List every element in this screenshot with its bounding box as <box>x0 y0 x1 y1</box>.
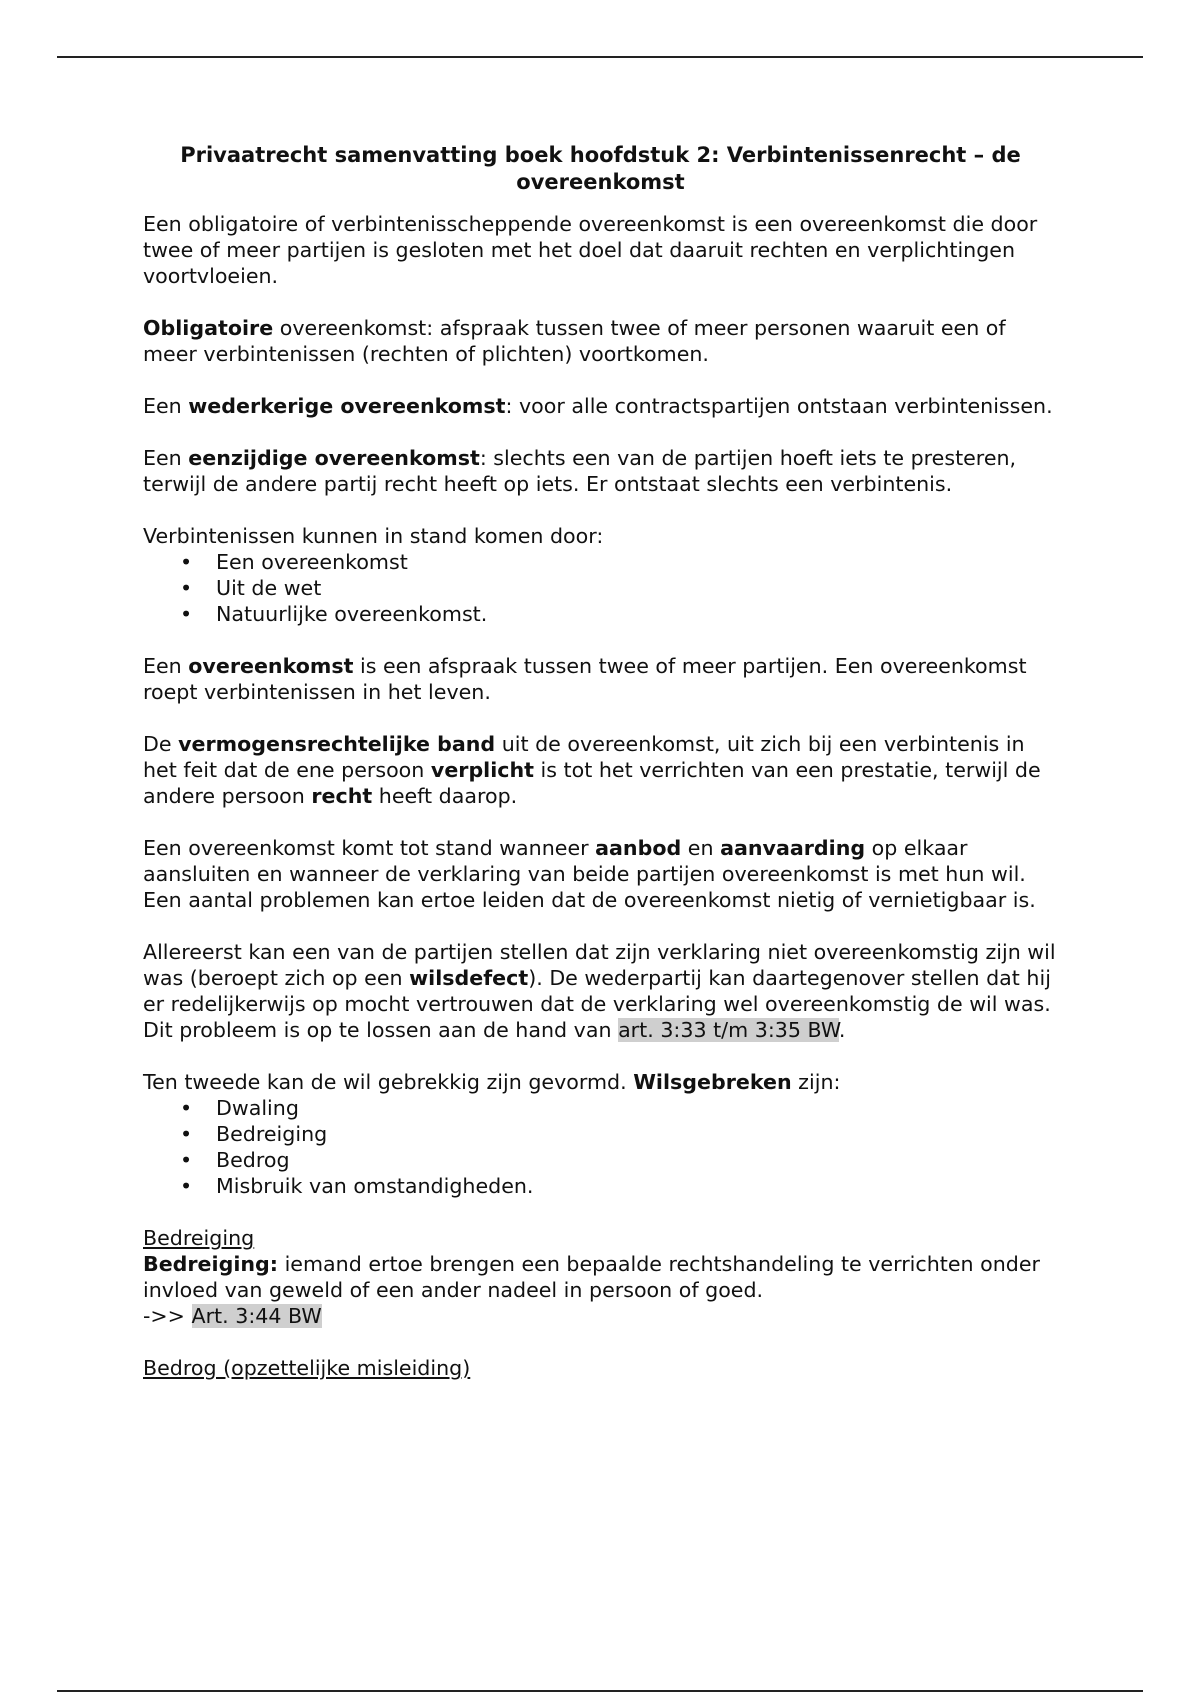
list-item: • Bedreiging <box>180 1122 328 1146</box>
list-wilsgebreken <box>143 1095 1058 1199</box>
paragraph-obligatoire: Obligatoire overeenkomst: afspraak tussen twee of meer personen waaruit een of meer verbintenissen (rechten of plichten) voortkomen. <box>143 316 1006 366</box>
bottom-divider <box>57 1690 1143 1692</box>
paragraph-eenzijdig: Een eenzijdige overeenkomst: slechts een van de partijen hoeft iets te presteren, terwijl de andere partij recht heeft op iets. Er ontstaat slechts een verbintenis. <box>143 446 1017 496</box>
bullet-icon: • <box>180 550 193 574</box>
section-heading-bedrog: Bedrog (opzettelijke misleiding) <box>143 1356 471 1380</box>
section-bedrog <box>143 1355 1058 1381</box>
list-item: • Uit de wet <box>180 576 322 600</box>
list-item: • Misbruik van omstandigheden. <box>180 1174 534 1198</box>
bullet-icon: • <box>180 1174 193 1198</box>
bullet-icon: • <box>180 1148 193 1172</box>
paragraph-vermogensrechtelijke-band: De vermogensrechtelijke band uit de overeenkomst, uit zich bij een verbintenis in het feit dat de ene persoon verplicht is tot het verrichten van een prestatie, terwijl de andere persoon recht heeft daarop. <box>143 732 1041 808</box>
document-body <box>143 142 1058 1381</box>
list-item: • Natuurlijke overeenkomst. <box>180 602 488 626</box>
arrow-marker: ->> <box>143 1304 192 1328</box>
list-item: • Een overeenkomst <box>180 550 408 574</box>
section-heading-bedreiging: Bedreiging <box>143 1226 255 1250</box>
section-bedreiging: Bedreiging Bedreiging: iemand ertoe brengen een bepaalde rechtshandeling te verrichten onder invloed van geweld of een ander nadeel in persoon of goed. ->> Art. 3:44 BW <box>143 1225 1058 1329</box>
paragraph-wilsgebreken: Ten tweede kan de wil gebrekkig zijn gevormd. Wilsgebreken zijn: <box>143 1070 841 1094</box>
paragraph-wederkerig: Een wederkerige overeenkomst: voor alle contractspartijen ontstaan verbintenissen. <box>143 394 1053 418</box>
bullet-icon: • <box>180 1122 193 1146</box>
paragraph-overeenkomst: Een overeenkomst is een afspraak tussen twee of meer partijen. Een overeenkomst roept verbintenissen in het leven. <box>143 654 1027 704</box>
bullet-icon: • <box>180 602 193 626</box>
list-item: • Dwaling <box>180 1096 299 1120</box>
paragraph-aanbod-aanvaarding: Een overeenkomst komt tot stand wanneer aanbod en aanvaarding op elkaar aansluiten en wanneer de verklaring van beide partijen overeenkomst is met hun wil. Een aantal problemen kan ertoe leiden dat de overeenkomst nietig of vernietigbaar is. <box>143 836 1036 912</box>
paragraph-ontstaan: Verbintenissen kunnen in stand komen door: <box>143 524 604 548</box>
highlighted-article-reference: art. 3:33 t/m 3:35 BW <box>618 1018 839 1042</box>
document-title: Privaatrecht samenvatting boek hoofdstuk 2: Verbintenissenrecht – de overeenkomst <box>180 143 1021 194</box>
list-ontstaan <box>143 549 1058 627</box>
intro-paragraph: Een obligatoire of verbintenisscheppende overeenkomst is een overeenkomst die door twee of meer partijen is gesloten met het doel dat daaruit rechten en verplichtingen voortvloeien. <box>143 212 1038 288</box>
paragraph-wilsdefect: Allereerst kan een van de partijen stellen dat zijn verklaring niet overeenkomstig zijn wil was (beroept zich op een wilsdefect). De wederpartij kan daartegenover stellen dat hij er redelijkerwijs op mocht vertrouwen dat de verklaring wel overeenkomstig de wil was. Dit probleem is op te lossen aan de hand van art. 3:33 t/m 3:35 BW. <box>143 940 1056 1042</box>
bullet-icon: • <box>180 1096 193 1120</box>
list-item: • Bedrog <box>180 1148 290 1172</box>
highlighted-article-reference: Art. 3:44 BW <box>191 1304 322 1328</box>
bullet-icon: • <box>180 576 193 600</box>
top-divider <box>57 56 1143 58</box>
